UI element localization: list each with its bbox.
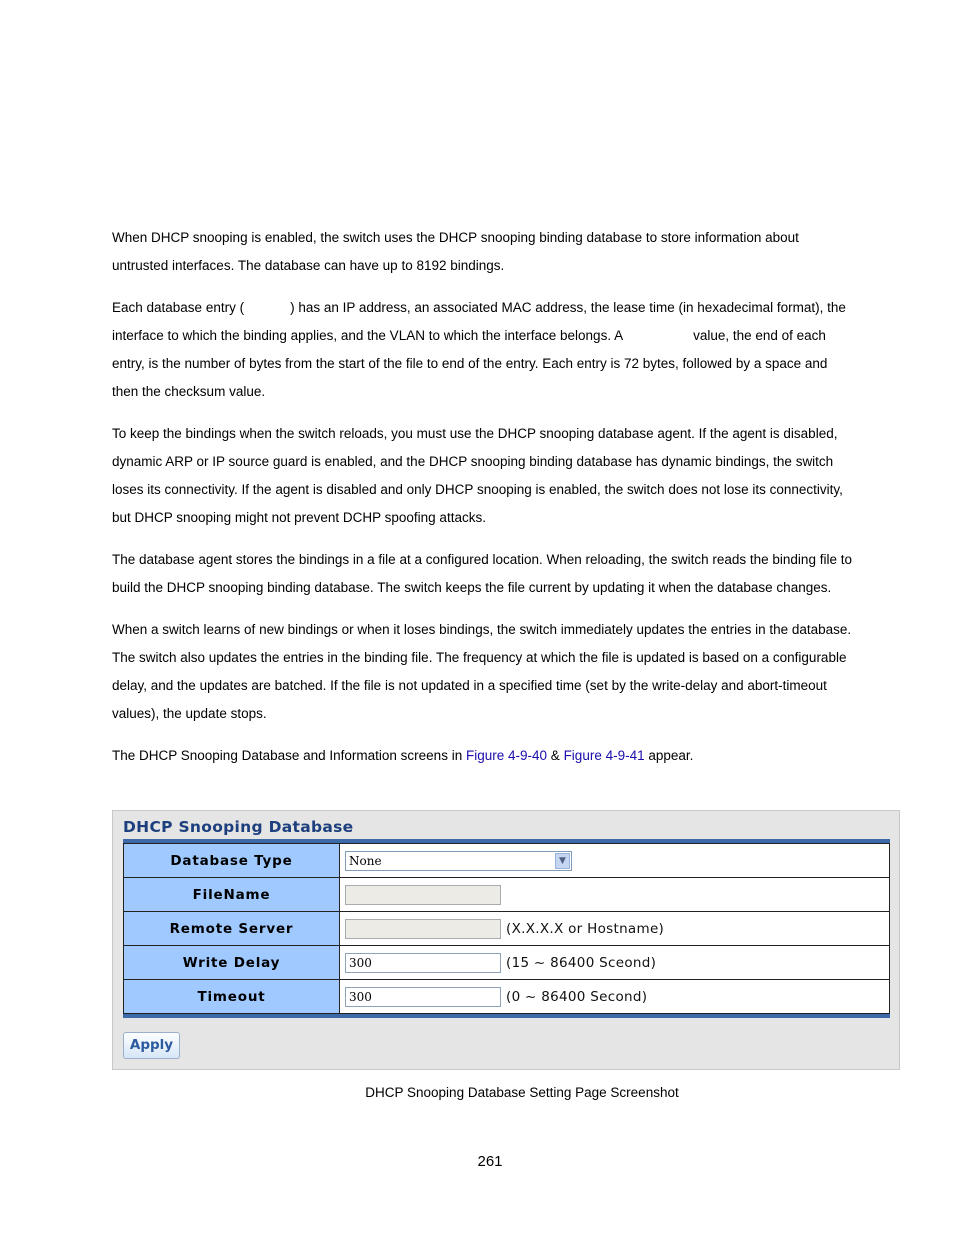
paragraph-2 — [112, 294, 852, 406]
dhcp-snooping-database-screenshot — [112, 810, 900, 1070]
paragraph-6-part-b: appear. — [648, 748, 694, 763]
remote-server-label: Remote Server — [124, 912, 340, 946]
filename-input[interactable] — [345, 885, 501, 905]
row-write-delay — [124, 946, 890, 980]
paragraph-6-part-a: The DHCP Snooping Database and Information screens in — [112, 748, 463, 763]
database-type-select[interactable] — [345, 851, 572, 871]
paragraph-5: When a switch learns of new bindings or when it loses bindings, the switch immediately updates the entries in the database. The switch also updates the entries in the binding file. The frequency at which the file is updated is based on a configurable delay, and the updates are batched. If the file is not updated in a specified time (set by the write-delay and abort-timeout values), the update stops. — [112, 622, 852, 721]
paragraph-3: To keep the bindings when the switch reloads, you must use the DHCP snooping database agent. If the agent is disabled, dynamic ARP or IP source guard is enabled, and the DHCP snooping binding database has dynamic bindings, the switch loses its connectivity. If the agent is disabled and only DHCP snooping is enabled, the switch does not lose its connectivity, but DHCP snooping might not prevent DCHP spoofing attacks. — [112, 426, 843, 525]
ampersand: & — [550, 748, 560, 763]
panel-title: DHCP Snooping Database — [123, 818, 354, 836]
row-database-type — [124, 844, 890, 878]
row-timeout — [124, 980, 890, 1014]
row-filename — [124, 878, 890, 912]
database-type-label: Database Type — [124, 844, 340, 878]
write-delay-hint: (15 ~ 86400 Sceond) — [506, 954, 657, 971]
chevron-down-icon[interactable]: ▼ — [555, 853, 570, 869]
apply-button[interactable]: Apply — [123, 1032, 180, 1059]
write-delay-label: Write Delay — [124, 946, 340, 980]
figure-link-4-9-41[interactable]: Figure 4-9-41 — [563, 748, 645, 763]
timeout-input[interactable]: 300 — [345, 987, 501, 1007]
filename-label: FileName — [124, 878, 340, 912]
database-type-selected-value: None — [349, 853, 382, 868]
row-remote-server — [124, 912, 890, 946]
remote-server-hint: (X.X.X.X or Hostname) — [506, 920, 665, 937]
remote-server-input[interactable] — [345, 919, 501, 939]
paragraph-2-part-a: Each database entry ( — [112, 300, 245, 315]
timeout-hint: (0 ~ 86400 Second) — [506, 988, 648, 1005]
figure-link-4-9-40[interactable]: Figure 4-9-40 — [465, 748, 548, 763]
write-delay-input[interactable]: 300 — [345, 953, 501, 973]
paragraph-4: The database agent stores the bindings in a file at a configured location. When reloading, the switch reads the binding file to build the DHCP snooping binding database. The switch keeps the file current by updating it when the database changes. — [112, 552, 852, 595]
settings-table — [123, 839, 890, 1018]
timeout-label: Timeout — [124, 980, 340, 1014]
paragraph-2-part-b: ) has an IP address, an associated MAC address, the lease time (in hexadecimal format), the interface to which the binding applies, and the VLAN to which the interface belongs. A — [112, 300, 846, 343]
page-number: 261 — [477, 1153, 503, 1170]
body-text — [112, 224, 852, 784]
figure-caption: DHCP Snooping Database Setting Page Screenshot — [365, 1085, 679, 1100]
paragraph-6 — [112, 742, 852, 770]
paragraph-1: When DHCP snooping is enabled, the switch uses the DHCP snooping binding database to store information about untrusted interfaces. The database can have up to 8192 bindings. — [112, 230, 799, 273]
paragraph-2-part-c: value, the end of each entry, is the number of bytes from the start of the file to end of the entry. Each entry is 72 bytes, followed by a space and then the checksum value. — [112, 328, 828, 399]
